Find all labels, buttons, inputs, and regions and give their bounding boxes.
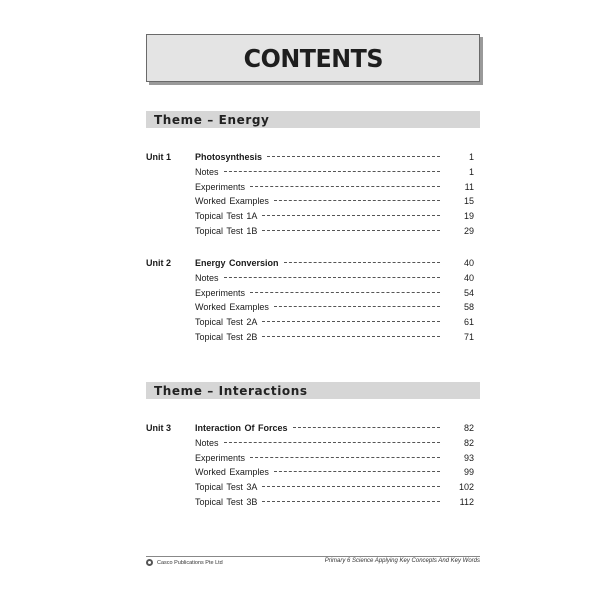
unit-label: Unit 3 bbox=[146, 423, 172, 433]
page-title: CONTENTS bbox=[243, 43, 383, 73]
toc-entry bbox=[195, 194, 474, 209]
dotted-leader bbox=[262, 501, 440, 502]
page-number: 40 bbox=[463, 272, 474, 283]
entry-title: Notes bbox=[195, 272, 219, 283]
entry-title: Experiments bbox=[195, 181, 246, 192]
entry-title: Topical Test 2B bbox=[195, 331, 258, 342]
page-number: 19 bbox=[463, 211, 474, 222]
theme-heading: Theme – Interactions bbox=[154, 383, 308, 398]
theme-bar-interactions bbox=[146, 382, 480, 399]
footer-divider bbox=[146, 556, 480, 557]
dotted-leader bbox=[262, 486, 440, 487]
toc-row bbox=[146, 451, 474, 466]
page-number: 82 bbox=[463, 423, 474, 433]
toc-entry bbox=[195, 300, 474, 315]
entry-title: Topical Test 3B bbox=[195, 496, 258, 507]
unit-block-1 bbox=[146, 150, 474, 239]
page-number: 29 bbox=[463, 225, 474, 236]
entry-title: Experiments bbox=[195, 287, 246, 298]
dotted-leader bbox=[224, 442, 440, 443]
page-number: 40 bbox=[463, 258, 474, 268]
publisher-logo-icon bbox=[146, 559, 153, 566]
page-number: 71 bbox=[463, 331, 474, 342]
page-number: 99 bbox=[463, 467, 474, 478]
publisher-name: Casco Publications Pte Ltd bbox=[157, 559, 223, 566]
toc-row bbox=[146, 256, 474, 271]
page-number: 82 bbox=[463, 437, 474, 448]
entry-title: Worked Examples bbox=[195, 467, 269, 478]
entry-title: Interaction Of Forces bbox=[195, 423, 288, 433]
toc-row bbox=[146, 271, 474, 286]
dotted-leader bbox=[262, 215, 440, 216]
toc-row bbox=[146, 421, 474, 436]
page-number: 1 bbox=[468, 166, 474, 177]
toc-entry bbox=[195, 436, 474, 451]
toc-row bbox=[146, 165, 474, 180]
entry-title: Topical Test 1A bbox=[195, 211, 258, 222]
theme-bar-energy bbox=[146, 111, 480, 128]
dotted-leader bbox=[274, 200, 440, 201]
dotted-leader bbox=[250, 186, 440, 187]
toc-entry bbox=[195, 271, 474, 286]
page-number: 112 bbox=[459, 496, 474, 507]
toc-row bbox=[146, 330, 474, 345]
toc-row bbox=[146, 150, 474, 165]
entry-title: Energy Conversion bbox=[195, 258, 279, 268]
unit-label: Unit 1 bbox=[146, 152, 172, 162]
footer-book-title: Primary 6 Science Applying Key Concepts And Key Words bbox=[324, 558, 480, 564]
toc-row bbox=[146, 315, 474, 330]
toc-entry bbox=[195, 180, 474, 195]
toc-row bbox=[146, 465, 474, 480]
toc-entry bbox=[195, 330, 474, 345]
unit-block-2 bbox=[146, 256, 474, 345]
toc-entry bbox=[195, 465, 474, 480]
unit-block-3 bbox=[146, 421, 474, 510]
toc-entry bbox=[195, 209, 474, 224]
unit-label: Unit 2 bbox=[146, 258, 172, 268]
dotted-leader bbox=[274, 471, 440, 472]
toc-row bbox=[146, 209, 474, 224]
toc-entry bbox=[195, 224, 474, 239]
dotted-leader bbox=[262, 230, 440, 231]
toc-entry bbox=[195, 451, 474, 466]
dotted-leader bbox=[224, 171, 440, 172]
entry-title: Topical Test 3A bbox=[195, 482, 258, 493]
toc-row bbox=[146, 224, 474, 239]
entry-title: Worked Examples bbox=[195, 302, 269, 313]
entry-title: Notes bbox=[195, 166, 219, 177]
title-box bbox=[146, 34, 480, 82]
entry-title: Notes bbox=[195, 437, 219, 448]
entry-title: Worked Examples bbox=[195, 196, 269, 207]
footer-publisher bbox=[146, 559, 223, 566]
page-number: 15 bbox=[463, 196, 474, 207]
dotted-leader bbox=[274, 306, 440, 307]
dotted-leader bbox=[267, 156, 440, 157]
toc-row bbox=[146, 194, 474, 209]
dotted-leader bbox=[250, 457, 440, 458]
page-number: 1 bbox=[468, 152, 474, 162]
dotted-leader bbox=[250, 292, 440, 293]
unit-title-entry bbox=[195, 421, 474, 436]
page-number: 93 bbox=[463, 452, 474, 463]
page-number: 54 bbox=[463, 287, 474, 298]
toc-row bbox=[146, 180, 474, 195]
entry-title: Experiments bbox=[195, 452, 246, 463]
dotted-leader bbox=[284, 262, 440, 263]
page-number: 102 bbox=[458, 482, 474, 493]
page-number: 58 bbox=[463, 302, 474, 313]
toc-row bbox=[146, 286, 474, 301]
toc-entry bbox=[195, 495, 474, 510]
entry-title: Topical Test 1B bbox=[195, 225, 258, 236]
entry-title: Photosynthesis bbox=[195, 152, 263, 162]
dotted-leader bbox=[262, 336, 440, 337]
toc-entry bbox=[195, 286, 474, 301]
unit-title-entry bbox=[195, 150, 474, 165]
toc-row bbox=[146, 480, 474, 495]
unit-title-entry bbox=[195, 256, 474, 271]
toc-entry bbox=[195, 165, 474, 180]
dotted-leader bbox=[293, 427, 440, 428]
page-number: 11 bbox=[464, 181, 474, 192]
theme-heading: Theme – Energy bbox=[154, 112, 270, 127]
page-number: 61 bbox=[463, 317, 474, 328]
dotted-leader bbox=[262, 321, 440, 322]
toc-row bbox=[146, 300, 474, 315]
toc-entry bbox=[195, 480, 474, 495]
dotted-leader bbox=[224, 277, 440, 278]
entry-title: Topical Test 2A bbox=[195, 317, 258, 328]
toc-row bbox=[146, 436, 474, 451]
toc-entry bbox=[195, 315, 474, 330]
toc-row bbox=[146, 495, 474, 510]
